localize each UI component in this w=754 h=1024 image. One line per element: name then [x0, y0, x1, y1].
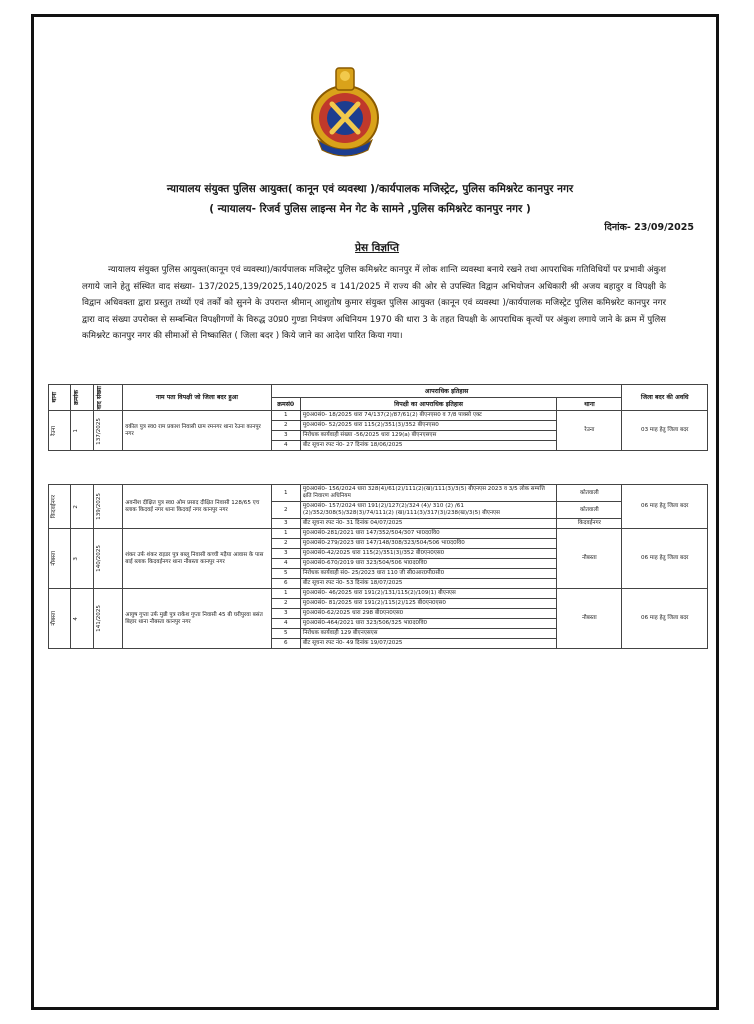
col-vaad: वाद संख्या [95, 386, 103, 410]
table-row: 2 मु0अ0सं0-279/2023 धारा 147/148/308/323/504/506 भा0द0वि0 [49, 539, 708, 549]
court-address: ( न्यायालय- रिजर्व पुलिस लाइन्स मेन गेट के सामने ,पुलिस कमिश्नरेट कानपुर नगर ) [209, 203, 531, 215]
col-history-sub: विपक्षी का आपराधिक इतिहास [300, 398, 556, 411]
table-row: 3 बीट सूचना रपट नं0- 31 दिनांक 04/07/2025 किदवईनगर [49, 519, 708, 529]
col-kram-sn: क्रमसं0 [271, 398, 300, 411]
table-row: 5 निरोधक कार्यवाही 129 बीएनएसएस [49, 629, 708, 639]
table-row: 3 मु0अ0सं0-42/2025 धारा 115(2)/351(3)/352 बी0एन0एस0 [49, 549, 708, 559]
table-row: रेउना 1 137/2025 वकील पुत्र स्व0 राम प्रकाश निवासी ग्राम रमनगर थाना रेउना कानपुर नगर 1 मु0अ0सं0- 18/2025 धारा 74/137(2)/87/61(2) बीएनएस0 व 7/8 पाक्सो एक्ट रेउना 03 माह हेतु जिला बदर [49, 411, 708, 421]
up-police-emblem-icon [306, 62, 384, 158]
table-row: 6 बीट सूचना रपट नं0- 53 दिनांक 18/07/2025 [49, 579, 708, 589]
table-row: 2 मु0अ0सं0- 52/2025 धारा 115(2)/351(3)/352 बीएनएस0 [49, 421, 708, 431]
table-row: 4 बीट सूचना रपट नं0- 27 दिनांक 18/06/2025 [49, 441, 708, 451]
col-kramank: क्रमांक [73, 390, 81, 406]
col-naam: नाम पता विपक्षी जो जिला बदर हुआ [123, 385, 271, 411]
table-row: नौबस्ता 4 141/2025 आयुष गुप्ता उर्फ मुन्नी पुत्र राकेश गुप्ता निवासी 45 बी घरीपुरवा बसंत बिहार थाना नौबस्ता कानपुर नगर 1 मु0अ0सं0- 46/2025 धारा 191(2)/131/115(2)/109(1) बीएनएस नौबस्ता 06 माह हेतु जिला बदर [49, 589, 708, 599]
table-row: 2 मु0अ0सं0- 81/2025 धारा 191(2)/115(2)/125 बी0एन0एस0 [49, 599, 708, 609]
table-row: 4 मु0अ0सं0-670/2019 धारा 323/504/506 भा0द0वि0 [49, 559, 708, 569]
table-row: किदवईनगर 2 139/2025 अवनीश दीक्षित पुत्र स्व0 ओम प्रसाद दीक्षित निवासी 128/65 एच ब्लाक किदवई नगर थाना किदवई नगर कानपुर नगर 1 मु0अ0सं0- 156/2024 धारा 328(4)/61(2)/111(2)(ख)/111(3)/3(5) बीएनएस 2023 व 3/5 लोक सम्पत्ति क्षति निवारण अधिनियम कोतवाली 06 माह हेतु जिला बदर [49, 485, 708, 502]
col-avadhi: जिला बदर की अवधि [622, 385, 708, 411]
court-title: न्यायालय संयुक्त पुलिस आयुक्त( कानून एवं व्यवस्था )/कार्यपालक मजिस्ट्रेट, पुलिस कमिश्नरेट कानपुर नगर [166, 183, 574, 195]
col-thana: थाना [51, 392, 58, 404]
col-history: आपराधिक इतिहास [271, 385, 622, 398]
table-row: 2 मु0अ0सं0- 157/2024 धारा 191(2)/127(2)/324 (4)/ 310 (2) /61 (2)/352/308(5)/328(3)/74/111(2) (ख)/111(3)/317(3)/238(ख)/3(5) बीएनएस कोतवाली [49, 502, 708, 519]
table-row: 3 मु0अ0सं0-62/2025 धारा 298 बी0एन0एस0 [49, 609, 708, 619]
table-row: 6 बीट सूचना रपट नं0- 49 दिनांक 19/07/2025 [49, 639, 708, 649]
document-date: दिनांक- 23/09/2025 [604, 222, 694, 233]
case-table-1 [48, 384, 708, 451]
table-row: 5 निरोधक कार्यवाही सं0- 25/2023 धारा 110 जी सी0आर0पी0सी0 [49, 569, 708, 579]
table-row: नौबस्ता 3 140/2025 शंकर उर्फ शंकर राइडर पुत्र बब्लू निवासी कच्ची मड़ैया आवास के पास बाई ब्लाक किदवईनगर थाना नौबस्ता कानपुर नगर 1 मु0अ0सं0-281/2021 धारा 147/352/504/307 भा0द0वि0 नौबस्ता 06 माह हेतु जिला बदर [49, 529, 708, 539]
col-thana2: थाना [557, 398, 622, 411]
press-release-title: प्रेस विज्ञप्ति [355, 242, 399, 254]
table-row: 3 निरोधक कार्यवाही संख्या -56/2025 धारा 129(a) बीएनएसएस [49, 431, 708, 441]
case-table-2 [48, 484, 708, 649]
press-release-body: न्यायालय संयुक्त पुलिस आयुक्त(कानून एवं व्यवस्था)/कार्यपालक मजिस्ट्रेट पुलिस कमिश्नरेट कानपुर में लोक शान्ति व्यवस्था बनाये रखने तथा आपराधिक गतिविधियों पर प्रभावी अंकुश लगाये जाने हेतु संस्थित वाद संख्या- 137/2025,139/2025,140/2025 व 141/2025 में राज्य की ओर से उपस्थित विद्वान अभियोजन अधिकारी श्री अजय बहादुर व विपक्षी के विद्वान अधिवक्ता द्वारा प्रस्तुत तथ्यों एवं तर्कों को सुनने के उपरान्त श्रीमान् आशुतोष कुमार संयुक्त पुलिस आयुक्त (कानून एवं व्यवस्था )/कार्यपालक मजिस्ट्रेट पुलिस कमिश्नरेट कानपुर नगर द्वारा वाद संख्या उपरोक्त से सम्बन्धित विपक्षीगणों के विरुद्ध उ0प्र0 गुण्डा नियंत्रण अधिनियम 1970 की धारा 3 के तहत विपक्षी के आपराधिक कृत्यों पर अंकुश लगाये जाने के क्रम में पुलिस कमिश्नरेट कानपुर नगर की सीमाओं से निष्कासित ( जिला बदर ) किये जाने का आदेश पारित किया गया। [82, 265, 666, 342]
table-row: 4 मु0अ0सं0-464/2021 धारा 323/506/325 भा0द0वि0 [49, 619, 708, 629]
